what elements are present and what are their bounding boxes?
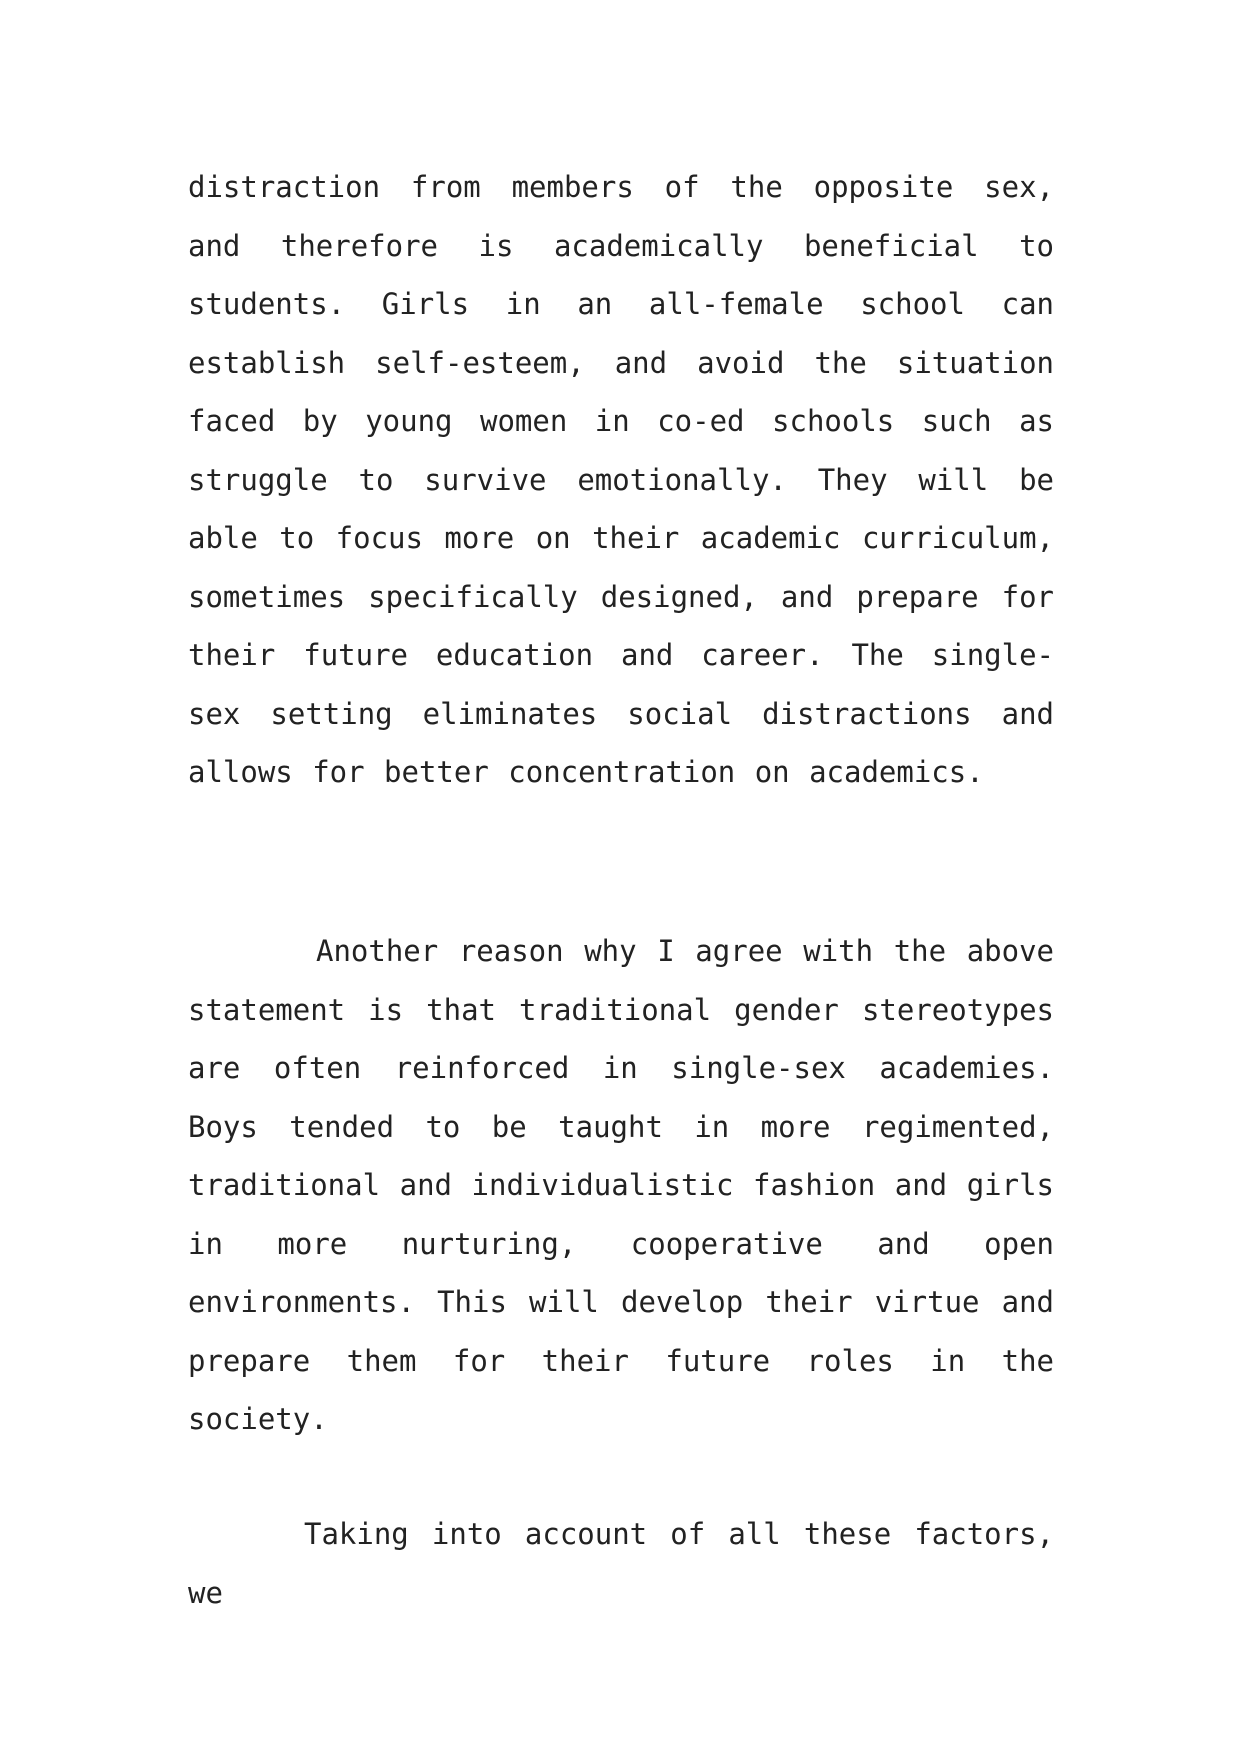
paragraph-2: Another reason why I agree with the above statement is that traditional gender stereotypes are often reinforced in single-sex academies. Boys tended to be taught in more regimented, traditional and individualistic fashion and girls in more nurturing, cooperative and open environments. This will develop their virtue and prepare them for their future roles in the society.: [188, 934, 1054, 1436]
paragraph-1: distraction from members of the opposite sex, and therefore is academically beneficial to students. Girls in an all-female school can establish self-esteem, and avoid the situation faced by young women in co-ed schools such as struggle to survive emotionally. They will be able to focus more on their academic curriculum, sometimes specifically designed, and prepare for their future education and career. The single-sex setting eliminates social distractions and allows for better concentration on academics.: [188, 170, 1054, 789]
paragraph-3: Taking into account of all these factors, we: [188, 1517, 1054, 1610]
